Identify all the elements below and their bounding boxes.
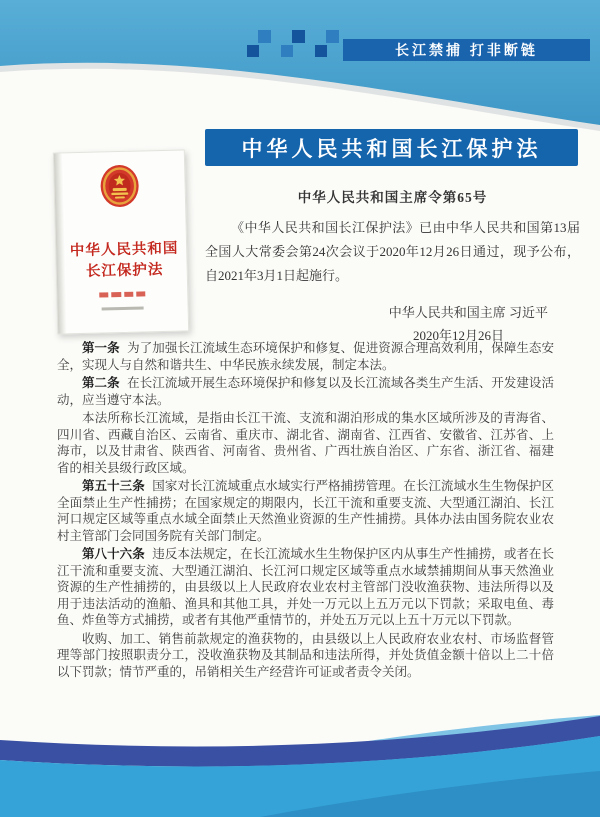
law-title-text: 中华人民共和国长江保护法 xyxy=(241,137,542,161)
checker-square xyxy=(281,45,293,57)
decree-signature: 中华人民共和国主席 习近平 xyxy=(388,305,548,320)
header-wave-decoration xyxy=(0,0,600,140)
article-text: 在长江流域开展生态环境保护和修复以及长江流域各类生产生活、开发建设活动，应当遵守本法。 xyxy=(57,376,554,407)
article-text: 收购、加工、销售前款规定的渔获物的，由县级以上人民政府农业农村、市场监督管理等部门按照职责分工，没收渔获物及其制品和违法所得，并处货值金额十倍以上二十倍以下罚款；情节严重的，吊销相关生产经营许可证或者责令关闭。 xyxy=(57,631,554,679)
book-title xyxy=(66,239,183,284)
checker-square xyxy=(326,30,339,43)
article-paragraph xyxy=(57,375,554,408)
article-paragraph xyxy=(57,631,554,681)
checker-square xyxy=(247,45,259,57)
article-label: 第一条 xyxy=(82,341,120,355)
slogan-banner xyxy=(343,39,590,61)
article-text: 国家对长江流域重点水域实行严格捕捞管理。在长江流域水生生物保护区全面禁止生产性捕捞；在国家规定的期限内，长江干流和重要支流、大型通江湖泊、长江河口规定区域等重点水域全面禁止天然渔业资源的生产性捕捞。具体办法由国务院农业农村主管部门会同国务院有关部门制定。 xyxy=(57,479,554,543)
article-text: 违反本法规定，在长江流域水生生物保护区内从事生产性捕捞，或者在长江干流和重要支流、大型通江湖泊、长江河口规定区域等重点水域禁捕期间从事天然渔业资源的生产性捕捞的，由县级以上人民政府农业农村主管部门没收渔获物、违法所得以及用于违法活动的渔船、渔具和其他工具，并处一万元以上五万元以下罚款；采取电鱼、毒鱼、炸鱼等方式捕捞，或者有其他严重情节的，并处五万元以上五十万元以下罚款。 xyxy=(57,547,554,627)
law-title-box xyxy=(205,129,578,166)
article-paragraph xyxy=(57,546,554,629)
decree-body: 《中华人民共和国长江保护法》已由中华人民共和国第13届全国人大常委会第24次会议于2020年12月26日通过，现予公布，自2021年3月1日起施行。 xyxy=(205,220,580,283)
checker-square xyxy=(258,30,271,43)
footer-wave-decoration xyxy=(0,685,600,817)
mark xyxy=(124,292,133,297)
decree-date: 2020年12月26日 xyxy=(412,328,504,343)
slogan-banner-text: 长江禁捕 打非断链 xyxy=(395,42,538,58)
article-paragraph xyxy=(57,410,554,476)
mark xyxy=(99,292,108,297)
checker-square xyxy=(315,45,327,57)
decree-subtitle: 中华人民共和国主席令第65号 xyxy=(297,190,488,205)
book-title-line2: 长江保护法 xyxy=(85,261,164,280)
book-publisher-mark xyxy=(102,306,144,310)
article-paragraph xyxy=(57,340,554,373)
decree-section xyxy=(205,186,580,344)
china-national-emblem-icon xyxy=(99,164,140,209)
checker-square xyxy=(292,30,305,43)
article-label: 第二条 xyxy=(82,376,120,390)
mark xyxy=(136,291,145,296)
book-title-line1: 中华人民共和国 xyxy=(69,240,179,260)
book-subtitle-marks xyxy=(99,291,145,297)
law-book-cover xyxy=(53,149,189,334)
mark xyxy=(111,292,120,297)
articles-section xyxy=(57,340,554,682)
article-label: 第五十三条 xyxy=(82,479,145,493)
article-paragraph xyxy=(57,478,554,544)
article-label: 第八十六条 xyxy=(82,547,145,561)
article-text: 为了加强长江流域生态环境保护和修复、促进资源合理高效利用，保障生态安全，实现人与自然和谐共生、中华民族永续发展，制定本法。 xyxy=(57,341,554,372)
article-text: 本法所称长江流域，是指由长江干流、支流和湖泊形成的集水区域所涉及的青海省、四川省、西藏自治区、云南省、重庆市、湖北省、湖南省、江西省、安徽省、江苏省、上海市，以及甘肃省、陕西省、河南省、贵州省、广西壮族自治区、广东省、浙江省、福建省的相关县级行政区域。 xyxy=(57,411,554,475)
